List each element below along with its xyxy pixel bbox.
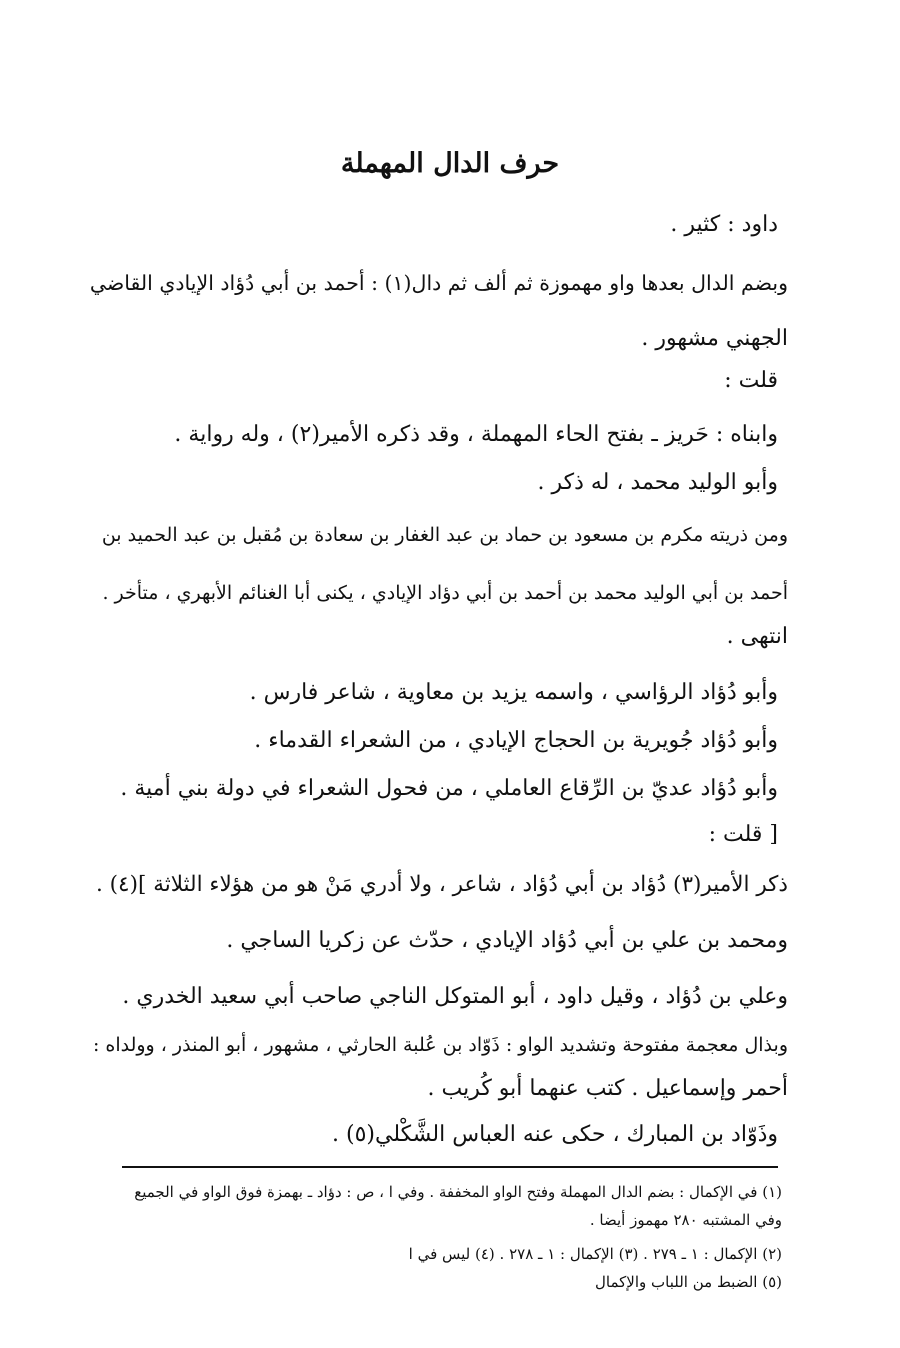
text-line: انتهى . xyxy=(726,624,788,649)
text-line: داود : كثير . xyxy=(670,212,778,237)
text-line: وأبو دُؤاد جُويرية بن الحجاج الإيادي ، من الشعراء القدماء . xyxy=(254,728,778,753)
footnote-line: (٥) الضبط من اللباب والإكمال xyxy=(595,1273,782,1291)
footnote-line: (٢) الإكمال : ١ ـ ٢٧٩ . (٣) الإكمال : ١ ـ ٢٧٨ . (٤) ليس في ا xyxy=(408,1245,782,1263)
text-line: الجهني مشهور . xyxy=(641,326,788,351)
text-line: وأبو دُؤاد الرؤاسي ، واسمه يزيد بن معاوية ، شاعر فارس . xyxy=(249,680,778,705)
text-line: وذَوّاد بن المبارك ، حكى عنه العباس الشَّكْلي(٥) . xyxy=(332,1122,778,1147)
text-line: وأبو دُؤاد عديّ بن الرِّقاع العاملي ، من فحول الشعراء في دولة بني أمية . xyxy=(120,776,778,801)
text-line: قلت : xyxy=(724,368,778,393)
text-line: ذكر الأمير(٣) دُؤاد بن أبي دُؤاد ، شاعر ، ولا أدري مَنْ هو من هؤلاء الثلاثة ](٤) . xyxy=(95,872,788,897)
text-line: وبضم الدال بعدها واو مهموزة ثم ألف ثم دال(١) : أحمد بن أبي دُؤاد الإيادي القاضي xyxy=(89,271,788,295)
footnote-line: (١) في الإكمال : بضم الدال المهملة وفتح الواو المخففة . وفي ا ، ص : دؤاد ـ بهمزة فوق الواو في الجميع xyxy=(134,1183,782,1201)
chapter-title: حرف الدال المهملة xyxy=(340,148,560,179)
footnote-divider xyxy=(122,1166,778,1168)
text-line: وبذال معجمة مفتوحة وتشديد الواو : ذَوّاد بن عُلبة الحارثي ، مشهور ، أبو المنذر ، وولداه : xyxy=(92,1034,788,1056)
text-line: وابناه : حَريز ـ بفتح الحاء المهملة ، وقد ذكره الأمير(٢) ، وله رواية . xyxy=(174,422,778,447)
text-line: وعلي بن دُؤاد ، وقيل داود ، أبو المتوكل الناجي صاحب أبي سعيد الخدري . xyxy=(122,984,788,1009)
text-line: ومن ذريته مكرم بن مسعود بن حماد بن عبد الغفار بن سعادة بن مُقبل بن عبد الحميد بن xyxy=(101,524,788,546)
footnote-line: وفي المشتبه ٢٨٠ مهموز أيضا . xyxy=(589,1211,782,1229)
text-line: أحمر وإسماعيل . كتب عنهما أبو كُريب . xyxy=(427,1076,788,1101)
text-line: [ قلت : xyxy=(708,822,778,847)
text-line: ومحمد بن علي بن أبي دُؤاد الإيادي ، حدّث عن زكريا الساجي . xyxy=(226,928,788,953)
text-line: أحمد بن أبي الوليد محمد بن أحمد بن أبي دؤاد الإيادي ، يكنى أبا الغنائم الأبهري ، متأخر . xyxy=(102,582,788,604)
text-line: وأبو الوليد محمد ، له ذكر . xyxy=(537,470,778,495)
